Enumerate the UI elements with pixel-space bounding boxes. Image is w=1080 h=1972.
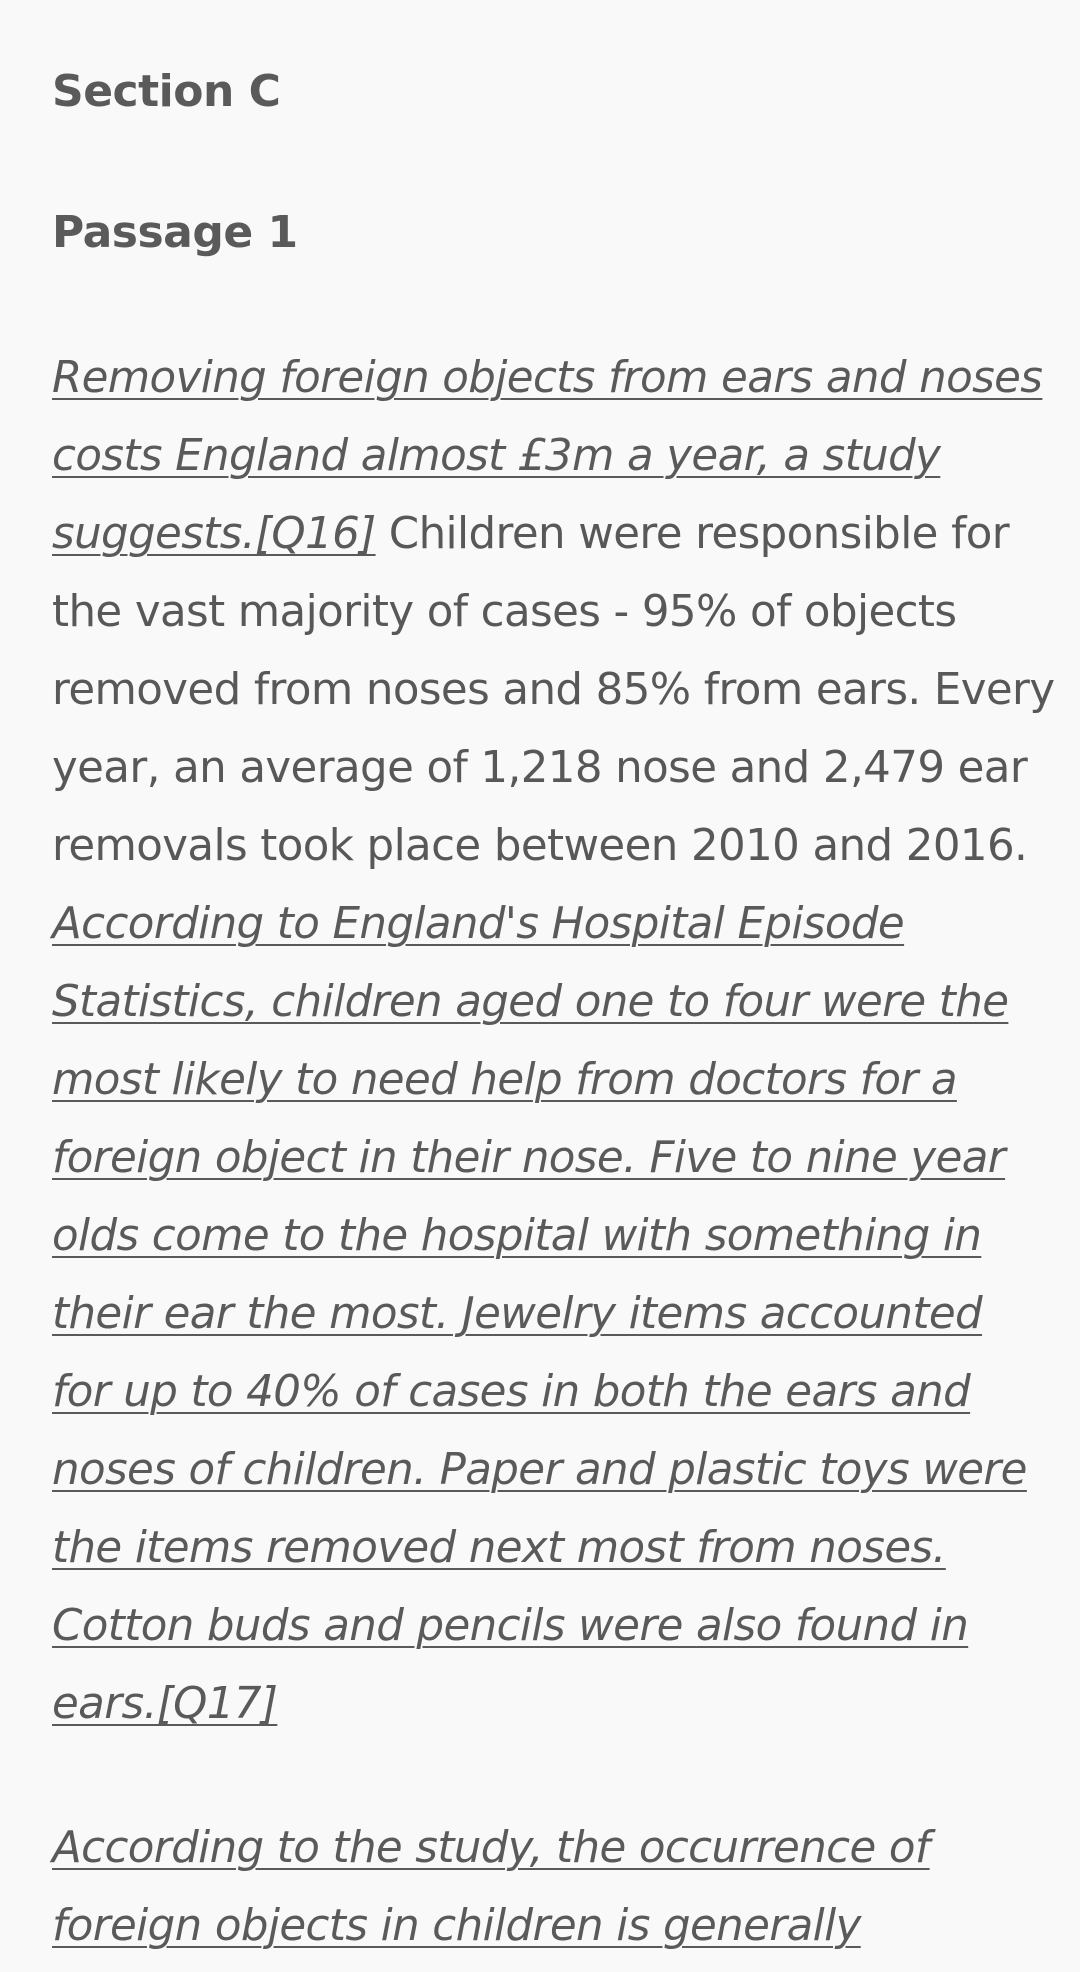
plain-text: removals took place between 2010 and 2016. bbox=[52, 821, 1028, 871]
passage-line bbox=[52, 339, 1042, 417]
passage-line bbox=[52, 1665, 1042, 1743]
passage-line bbox=[52, 807, 1042, 885]
question-text bbox=[52, 1809, 1042, 1965]
underlined-text: foreign object in their nose. Five to nine year bbox=[52, 1133, 1006, 1183]
passage-line bbox=[52, 495, 1042, 573]
passage-title: Passage 1 bbox=[52, 207, 298, 258]
passage-line bbox=[52, 651, 1055, 729]
underlined-text: the items removed next most from noses. bbox=[52, 1523, 946, 1573]
question-line bbox=[52, 1809, 1042, 1887]
passage-line bbox=[52, 1587, 1042, 1665]
passage-line bbox=[52, 417, 1042, 495]
underlined-text: olds come to the hospital with something in bbox=[52, 1211, 982, 1261]
underlined-text: Removing foreign objects from ears and noses bbox=[52, 353, 1043, 403]
underlined-text: noses of children. Paper and plastic toys were bbox=[52, 1445, 1027, 1495]
plain-text: the vast majority of cases - 95% of objects bbox=[52, 587, 957, 637]
passage-line bbox=[52, 1119, 1042, 1197]
underlined-text: suggests.[Q16] bbox=[52, 509, 376, 559]
passage-line bbox=[52, 573, 1042, 651]
underlined-text: costs England almost £3m a year, a study bbox=[52, 431, 941, 481]
underlined-text: Cotton buds and pencils were also found in bbox=[52, 1601, 969, 1651]
passage-line bbox=[52, 1509, 1042, 1587]
underlined-text: most likely to need help from doctors for a bbox=[52, 1055, 957, 1105]
underlined-text: ears.[Q17] bbox=[52, 1679, 278, 1729]
question-line bbox=[52, 1887, 1042, 1965]
passage-line bbox=[52, 1431, 1042, 1509]
underlined-text: for up to 40% of cases in both the ears and bbox=[52, 1367, 971, 1417]
passage-body bbox=[52, 339, 1055, 1743]
passage-line bbox=[52, 1353, 1042, 1431]
passage-line bbox=[52, 963, 1042, 1041]
passage-line bbox=[52, 1275, 1042, 1353]
plain-text: Children were responsible for bbox=[375, 509, 1010, 559]
plain-text: removed from noses and 85% from ears. Every bbox=[52, 665, 1055, 715]
passage-line bbox=[52, 729, 1042, 807]
underlined-text: their ear the most. Jewelry items accounted bbox=[52, 1289, 983, 1339]
passage-line bbox=[52, 885, 1042, 963]
underlined-text: foreign objects in children is generally bbox=[52, 1901, 861, 1951]
passage-line bbox=[52, 1197, 1042, 1275]
section-title: Section C bbox=[52, 66, 281, 117]
plain-text: year, an average of 1,218 nose and 2,479 ear bbox=[52, 743, 1028, 793]
underlined-text: According to England's Hospital Episode bbox=[52, 899, 905, 949]
underlined-text: Statistics, children aged one to four were the bbox=[52, 977, 1009, 1027]
underlined-text: According to the study, the occurrence of bbox=[52, 1823, 930, 1873]
passage-line bbox=[52, 1041, 1042, 1119]
